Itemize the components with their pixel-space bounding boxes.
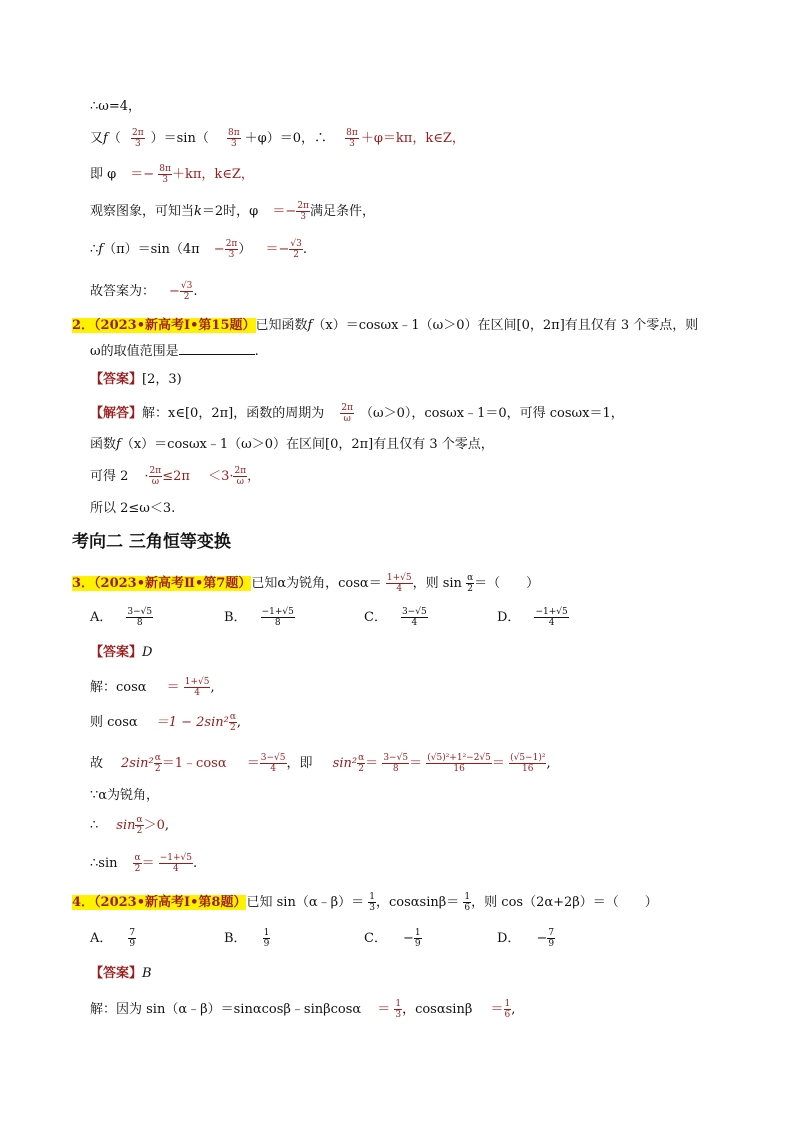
question-4-answer: 【答案】B [90, 966, 152, 981]
answer-statement: 故答案为： − $\frac{√3}{2}$ . [90, 281, 198, 302]
q3-step-5: ∴ sin $\frac{\alpha}{2}$ ＞0, [90, 815, 169, 836]
option-b[interactable]: B． $\frac{-1+√5}{8}$ [224, 607, 294, 628]
question-2: 2．（2023•新高考Ⅰ•第15题）已知函数f（x）＝cosωx﹣1（ω＞0）在区间[0，2π]有且仅有 3 个零点，则 [72, 318, 699, 333]
step-omega: ∴ω=4， [90, 99, 142, 114]
step-f-value: 又f（ $\frac{2\pi}{3}$ ）＝sin（ $\frac{8\pi}{3}$ ＋φ）＝0，∴ $\frac{8\pi}{3}$ ＋φ＝kπ，k∈Z， [90, 128, 465, 149]
answer-blank [179, 342, 255, 355]
option-d[interactable]: D． $\frac{-1+√5}{4}$ [497, 607, 568, 628]
option-a[interactable]: A． $\frac{3-√5}{8}$ [90, 607, 153, 628]
question-2-solution-1: 【解答】解：x∈[0，2π]，函数的周期为 $\frac{2\pi}{\omega}$ （ω＞0），cosωx﹣1＝0，可得 cosωx＝1， [90, 403, 624, 424]
question-2-solution-2: 函数f（x）＝cosωx﹣1（ω＞0）在区间[0，2π]有且仅有 3 个零点， [90, 437, 494, 452]
step-phi: 即 φ ＝− $\frac{8\pi}{3}$ ＋kπ，k∈Z， [90, 164, 254, 185]
option-c[interactable]: C． $\frac{3-√5}{4}$ [364, 607, 427, 628]
option-c[interactable]: C． − $\frac{1}{9}$ [364, 928, 421, 949]
question-3-number: 3．（2023•新高考Ⅱ•第7题） [72, 576, 252, 591]
q3-step-6: ∴sin $\frac{\alpha}{2}$ ＝ $\frac{-1+√5}{4}$ . [90, 853, 198, 874]
q3-step-1: 解：cosα ＝ $\frac{1+√5}{4}$ , [90, 677, 215, 698]
step-f-pi: ∴f（π）＝sin（4π − $\frac{2\pi}{3}$ ） ＝− $\frac{√3}{2}$ . [90, 239, 308, 260]
question-2-conclusion: 所以 2≤ω＜3. [90, 501, 176, 516]
question-4: 4．（2023•新高考Ⅰ•第8题）已知 sin（α﹣β）＝ $\frac{1}{3}$ ，cosαsinβ＝ $\frac{1}{6}$ ，则 cos（2α+2β）＝（ ） [72, 892, 658, 913]
option-a[interactable]: A． $\frac{7}{9}$ [90, 928, 136, 949]
question-2-number: 2．（2023•新高考Ⅰ•第15题） [72, 318, 256, 333]
question-4-number: 4．（2023•新高考Ⅰ•第8题） [72, 895, 247, 910]
q3-step-2: 则 cosα ＝1 − 2sin² $\frac{\alpha}{2}$ , [90, 712, 242, 733]
option-b[interactable]: B． $\frac{1}{9}$ [224, 928, 270, 949]
question-2-answer: 【答案】[2，3) [90, 372, 182, 387]
q3-step-4: ∵α为锐角， [90, 788, 160, 803]
option-d[interactable]: D． − $\frac{7}{9}$ [497, 928, 555, 949]
question-3: 3．（2023•新高考Ⅱ•第7题）已知α为锐角，cosα＝ $\frac{1+√5}{4}$ ，则 sin $\frac{\alpha}{2}$ ＝（ ） [72, 573, 540, 594]
q4-step-1: 解：因为 sin（α﹣β）＝sinαcosβ﹣sinβcosα ＝ $\frac{1}{3}$ ，cosαsinβ ＝ $\frac{1}{6}$ , [90, 999, 516, 1020]
question-3-answer: 【答案】D [90, 645, 153, 660]
step-observe: 观察图象，可知当k＝2时，φ ＝− $\frac{2\pi}{3}$ 满足条件， [90, 201, 375, 222]
question-2-line2: ω的取值范围是 . [90, 344, 259, 359]
section-heading: 考向二 三角恒等变换 [72, 532, 231, 552]
question-2-solution-3: 可得 2 · $\frac{2\pi}{\omega}$ ≤2π ＜3· $\frac{2\pi}{\omega}$ ， [90, 466, 261, 487]
q3-step-3: 故 2sin² $\frac{\alpha}{2}$ ＝1﹣cosα ＝ $\frac{3-√5}{4}$ ，即 sin² $\frac{\alpha}{2}$ ＝ $\frac{3-√5}{8}$ ＝ $\frac{\text{(√5)²+1²−2√5}}{16}$ ＝ $\frac{\text{(√5−1)²}}{16}$ , [90, 753, 551, 774]
